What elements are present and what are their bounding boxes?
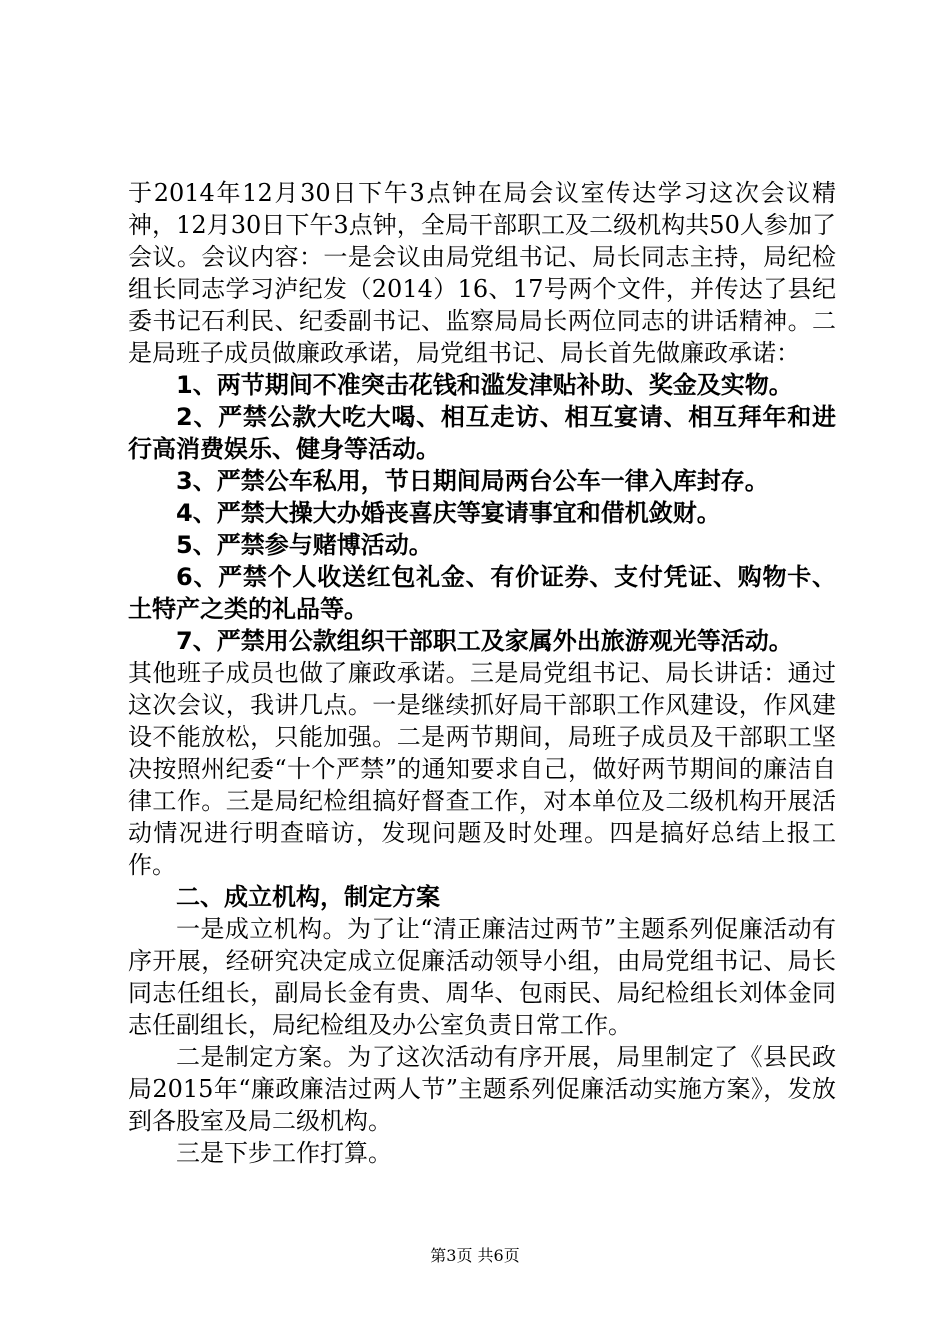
commitment-item-2: 2、严禁公款大吃大喝、相互走访、相互宴请、相互拜年和进行高消费娱乐、健身等活动。 — [128, 403, 836, 463]
paragraph-leader-speech: 其他班子成员也做了廉政承诺。三是局党组书记、局长讲话：通过这次会议，我讲几点。一是继续抓好局干部职工作风建设，作风建设不能放松，只能加强。二是两节期间，局班子成员及干部职工坚决按照州纪委“十个严禁”的通知要求自己，做好两节期间的廉洁自律工作。三是局纪检组搞好督查工作，对本单位及二级机构开展活动情况进行明查暗访，发现问题及时处理。四是搞好总结上报工作。 — [128, 659, 836, 879]
commitment-item-7: 7、严禁用公款组织干部职工及家属外出旅游观光等活动。 — [176, 627, 793, 655]
paragraph-establish-organization: 一是成立机构。为了让“清正廉洁过两节”主题系列促廉活动有序开展，经研究决定成立促廉活动领导小组，由局党组书记、局长同志任组长，副局长金有贵、周华、包雨民、局纪检组长刘体金同志任副组长，局纪检组及办公室负责日常工作。 — [128, 915, 836, 1039]
document-body — [128, 177, 836, 1169]
commitment-item-5: 5、严禁参与赌博活动。 — [176, 531, 433, 559]
paragraph-formulate-plan: 二是制定方案。为了这次活动有序开展，局里制定了《县民政局2015年“廉政廉洁过两人节”主题系列促廉活动实施方案》，发放到各股室及局二级机构。 — [128, 1043, 836, 1135]
commitment-item-1: 1、两节期间不准突击花钱和滥发津贴补助、奖金及实物。 — [176, 371, 793, 399]
paragraph-next-steps: 三是下步工作打算。 — [176, 1139, 392, 1167]
page-number-footer: 第3页 共6页 — [430, 1246, 520, 1265]
paragraph-meeting-summary: 于2014年12月30日下午3点钟在局会议室传达学习这次会议精神，12月30日下午3点钟，全局干部职工及二级机构共50人参加了会议。会议内容：一是会议由局党组书记、局长同志主持，局纪检组长同志学习泸纪发（2014）16、17号两个文件，并传达了县纪委书记石利民、纪委副书记、监察局局长两位同志的讲话精神。二是局班子成员做廉政承诺，局党组书记、局长首先做廉政承诺： — [128, 179, 836, 367]
commitment-item-6: 6、严禁个人收送红包礼金、有价证券、支付凭证、购物卡、土特产之类的礼品等。 — [128, 563, 836, 623]
commitment-item-3: 3、严禁公车私用，节日期间局两台公车一律入库封存。 — [176, 467, 769, 495]
section-heading: 二、成立机构，制定方案 — [176, 883, 440, 911]
commitment-item-4: 4、严禁大操大办婚丧喜庆等宴请事宜和借机敛财。 — [176, 499, 721, 527]
